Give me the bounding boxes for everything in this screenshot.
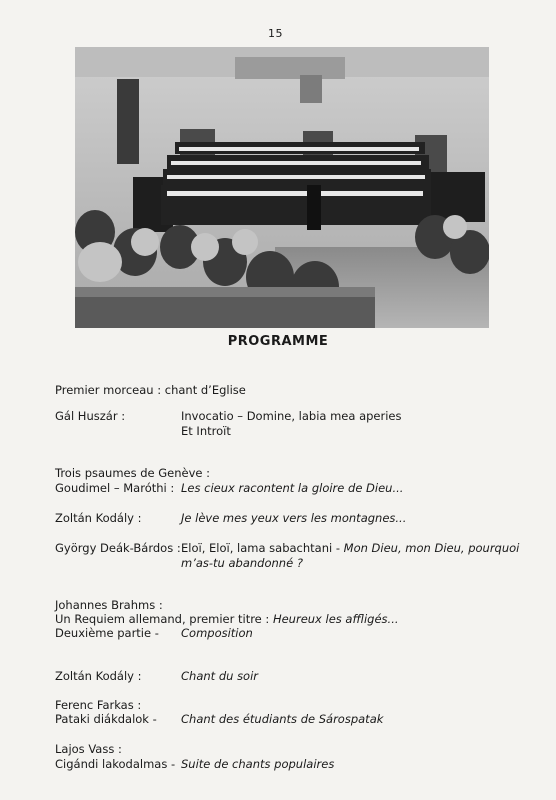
kodaly1-composer: Zoltán Kodály :: [55, 511, 142, 525]
huszar-composer: Gál Huszár :: [55, 409, 126, 423]
page-number: 15: [268, 27, 283, 40]
brahms-prefix: Un Requiem allemand, premier titre :: [55, 612, 270, 626]
premier-morceau: Premier morceau : chant d’Eglise: [55, 383, 246, 397]
vass-title: Suite de chants populaires: [181, 757, 335, 771]
huszar-line1: Invocatio – Domine, labia mea aperies: [181, 409, 402, 423]
brahms-composer: Johannes Brahms :: [55, 598, 163, 612]
kodaly2-composer: Zoltán Kodály :: [55, 669, 142, 683]
deak-french2: m’as-tu abandonné ?: [181, 556, 303, 570]
vass-composer: Lajos Vass :: [55, 742, 122, 756]
brahms-line: [55, 612, 399, 626]
choir-concert-photo: [75, 47, 489, 328]
psaumes-intro: Trois psaumes de Genève :: [55, 466, 211, 480]
farkas-work: Pataki diákdalok -: [55, 712, 157, 726]
programme-heading: PROGRAMME: [227, 334, 329, 349]
brahms-title: Heureux les affligés...: [272, 612, 399, 626]
psaumes-composer: Goudimel – Maróthi :: [55, 481, 175, 495]
farkas-composer: Ferenc Farkas :: [55, 698, 142, 712]
deak-french1: Mon Dieu, mon Dieu, pourquoi: [343, 541, 520, 555]
farkas-title: Chant des étudiants de Sárospatak: [181, 712, 384, 726]
vass-work: Cigándi lakodalmas -: [55, 757, 176, 771]
brahms-part-title: Composition: [181, 626, 253, 640]
deak-composer: György Deák-Bárdos :: [55, 541, 181, 555]
psaumes-title: Les cieux racontent la gloire de Dieu...: [181, 481, 404, 495]
huszar-line2: Et Introït: [181, 424, 231, 438]
deak-line1: [181, 541, 519, 555]
deak-latin: Eloï, Eloï, lama sabachtani -: [181, 541, 340, 555]
brahms-part-label: Deuxième partie -: [55, 626, 159, 640]
kodaly1-title: Je lève mes yeux vers les montagnes...: [181, 511, 407, 525]
kodaly2-title: Chant du soir: [181, 669, 259, 683]
